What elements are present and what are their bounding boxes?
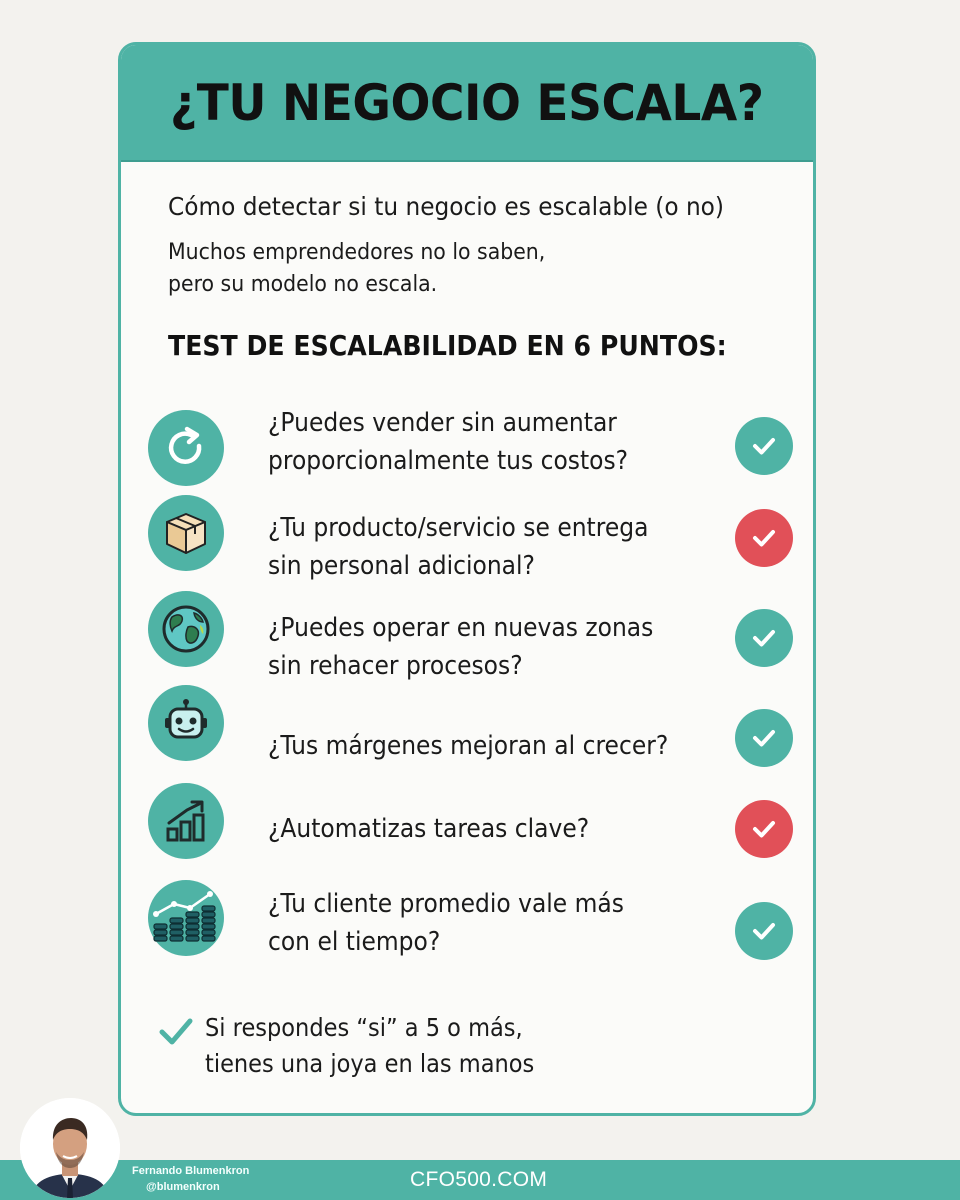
checklist-question: ¿Tus márgenes mejoran al crecer? <box>268 731 669 761</box>
checklist-question: ¿Tu producto/servicio se entrega sin personal adicional? <box>268 513 649 581</box>
checkmark-icon <box>157 1012 195 1050</box>
check-yes-icon <box>735 902 793 960</box>
check-no-icon <box>735 800 793 858</box>
intro-line-2: pero su modelo no escala. <box>168 272 438 297</box>
avatar <box>20 1098 120 1198</box>
intro-text <box>168 237 545 301</box>
page-title: ¿TU NEGOCIO ESCALA? <box>170 73 764 132</box>
header-banner <box>121 45 813 162</box>
refresh-icon <box>148 410 224 486</box>
box-icon <box>148 495 224 571</box>
test-title: TEST DE ESCALABILIDAD EN 6 PUNTOS: <box>168 329 727 362</box>
check-yes-icon <box>735 609 793 667</box>
intro-line-1: Muchos emprendedores no lo saben, <box>168 240 546 265</box>
conclusion-text: Si respondes “si” a 5 o más, tienes una joya en las manos <box>205 1013 535 1078</box>
author-handle: @blumenkron <box>146 1181 220 1193</box>
robot-icon <box>148 685 224 761</box>
conclusion-note <box>157 1010 571 1082</box>
checklist-question: ¿Tu cliente promedio vale más con el tiempo? <box>268 889 624 957</box>
check-yes-icon <box>735 417 793 475</box>
check-no-icon <box>735 509 793 567</box>
subtitle: Cómo detectar si tu negocio es escalable (o no) <box>168 192 724 221</box>
growth-chart-icon <box>148 783 224 859</box>
author-name: Fernando Blumenkron <box>132 1165 250 1177</box>
coins-growth-icon <box>148 880 224 956</box>
checklist-question: ¿Puedes vender sin aumentar proporcionalmente tus costos? <box>268 408 629 476</box>
infographic-card <box>118 42 816 1116</box>
site-link[interactable]: CFO500.COM <box>410 1168 548 1191</box>
checklist-question: ¿Puedes operar en nuevas zonas sin rehacer procesos? <box>268 613 654 681</box>
check-yes-icon <box>735 709 793 767</box>
globe-icon <box>148 591 224 667</box>
checklist-question: ¿Automatizas tareas clave? <box>268 814 590 844</box>
